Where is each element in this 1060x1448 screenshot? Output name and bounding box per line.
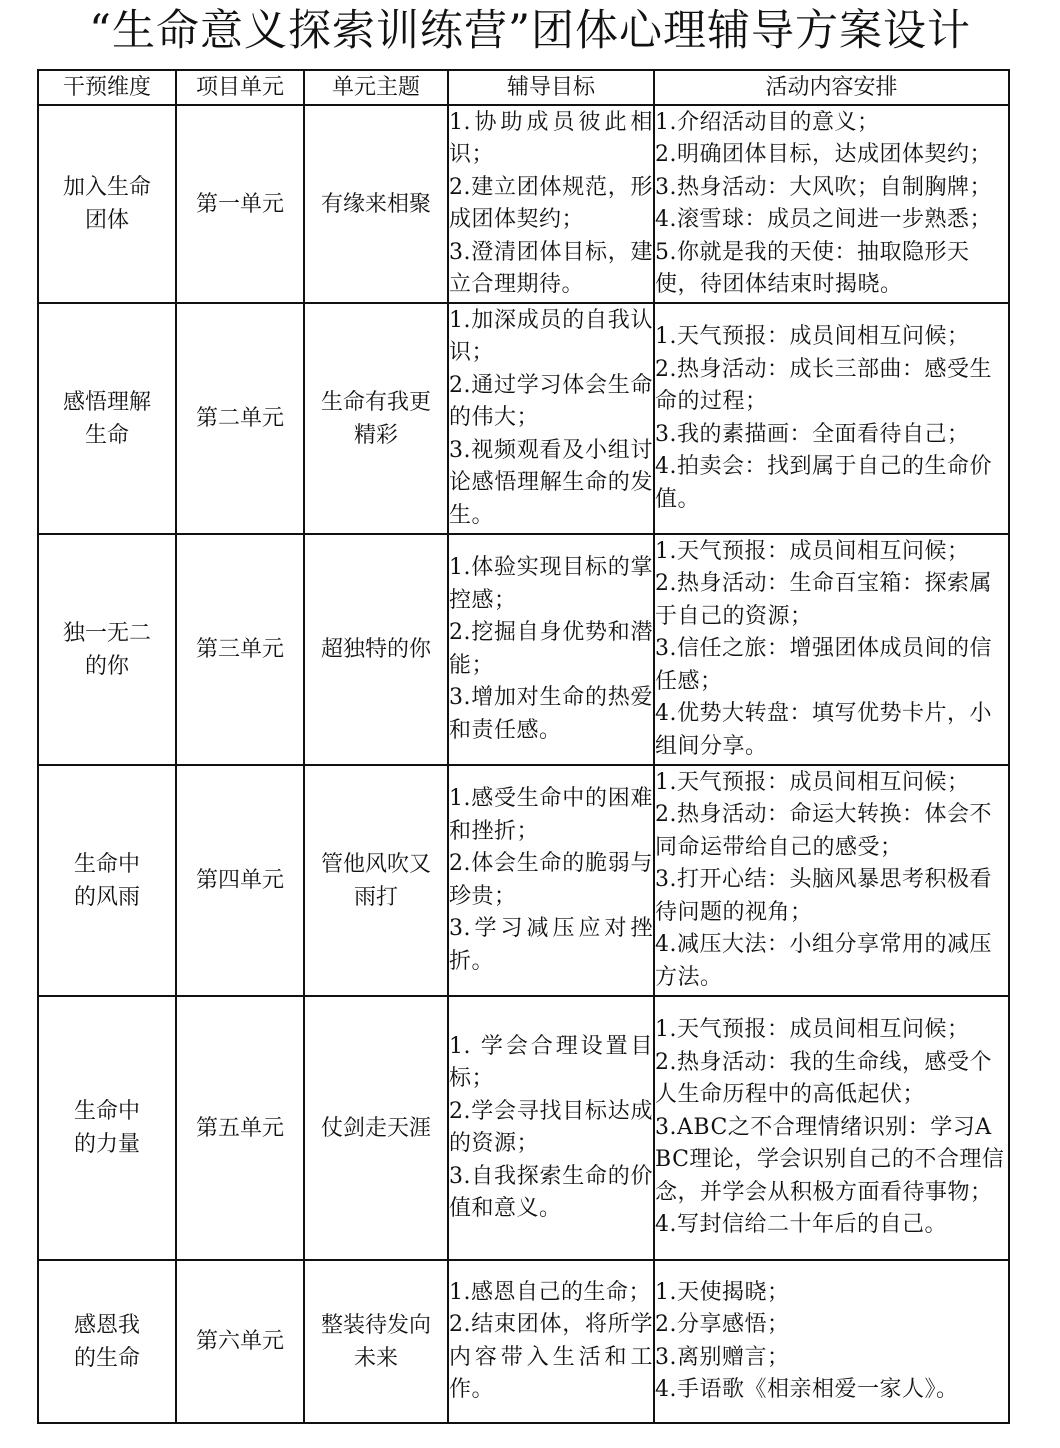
cell-unit: 第三单元 <box>176 534 304 765</box>
cell-unit: 第四单元 <box>176 765 304 996</box>
cell-activities <box>654 303 1009 534</box>
goal-item: 3.澄清团体目标，建立合理期待。 <box>449 239 653 297</box>
cell-unit: 第二单元 <box>176 303 304 534</box>
program-plan-table <box>37 69 1010 1424</box>
theme-text: 管他风吹又雨打 <box>320 851 431 910</box>
activity-item: 1.天气预报：成员间相互问候； <box>655 324 970 349</box>
goal-item: 2.学会寻找目标达成的资源； <box>449 1098 653 1156</box>
goal-item: 3.学习减压应对挫折。 <box>449 916 653 974</box>
cell-goals <box>448 534 654 765</box>
cell-dimension <box>38 534 176 765</box>
activity-item: 3.信任之旅：增强团体成员间的信任感； <box>655 636 992 694</box>
activity-item: 2.热身活动：成长三部曲：感受生命的过程； <box>655 356 992 414</box>
goal-item: 1. 学会合理设置目标； <box>449 1033 653 1091</box>
header-theme: 单元主题 <box>304 70 448 105</box>
goal-item: 1.感受生命中的困难和挫折； <box>449 786 653 844</box>
cell-unit: 第五单元 <box>176 996 304 1260</box>
cell-goals <box>448 105 654 303</box>
theme-text: 整装待发向未来 <box>320 1312 431 1371</box>
goal-item: 1.体验实现目标的掌控感； <box>449 555 653 613</box>
cell-theme <box>304 105 448 303</box>
table-body <box>38 105 1009 1423</box>
theme-text: 生命有我更精彩 <box>320 389 431 448</box>
activity-item: 2.热身活动：命运大转换：体会不同命运带给自己的感受； <box>655 802 992 860</box>
activity-item: 3.ABC之不合理情绪识别：学习ABC理论，学会识别自己的不合理信念，并学会从积极方面看待事物； <box>655 1114 1005 1205</box>
cell-activities <box>654 1260 1009 1423</box>
theme-text: 有缘来相聚 <box>320 191 431 217</box>
dimension-text: 生命中的风雨 <box>73 851 140 910</box>
table-header-row <box>38 70 1009 105</box>
goal-item: 2.体会生命的脆弱与珍贵； <box>449 851 653 909</box>
goal-item: 1.协助成员彼此相识； <box>449 109 653 167</box>
table-row <box>38 303 1009 534</box>
activity-item: 5.你就是我的天使：抽取隐形天使，待团体结束时揭晓。 <box>655 239 970 297</box>
cell-theme <box>304 765 448 996</box>
goal-item: 2.结束团体，将所学内容带入生活和工作。 <box>449 1312 653 1402</box>
activity-item: 4.减压大法：小组分享常用的减压方法。 <box>655 932 992 990</box>
cell-unit: 第六单元 <box>176 1260 304 1423</box>
activity-item: 4.拍卖会：找到属于自己的生命价值。 <box>655 454 992 512</box>
goal-item: 1.加深成员的自我认识； <box>449 307 653 366</box>
dimension-text: 生命中的力量 <box>73 1099 140 1157</box>
cell-dimension <box>38 996 176 1260</box>
cell-theme <box>304 1260 448 1423</box>
header-goals: 辅导目标 <box>448 70 654 105</box>
dimension-text: 独一无二的你 <box>62 620 151 679</box>
cell-activities <box>654 765 1009 996</box>
document-title: “生命意义探索训练营”团体心理辅导方案设计 <box>89 6 971 56</box>
activity-item: 4.手语歌《相亲相爱一家人》。 <box>655 1377 959 1402</box>
theme-text: 仗剑走天涯 <box>320 1115 431 1141</box>
activity-item: 1.天气预报：成员间相互问候； <box>655 538 970 564</box>
table-row <box>38 534 1009 765</box>
cell-dimension <box>38 303 176 534</box>
goal-item: 3.自我探索生命的价值和意义。 <box>449 1163 653 1221</box>
dimension-text: 感悟理解生命 <box>62 389 151 448</box>
cell-theme <box>304 996 448 1260</box>
cell-goals <box>448 303 654 534</box>
activity-item: 3.离别赠言； <box>655 1344 790 1370</box>
goal-item: 2.建立团体规范，形成团体契约； <box>449 174 653 232</box>
activity-item: 4.滚雪球：成员之间进一步熟悉； <box>655 207 992 232</box>
header-activities: 活动内容安排 <box>654 70 1009 105</box>
cell-goals <box>448 996 654 1260</box>
cell-dimension <box>38 1260 176 1423</box>
cell-unit: 第一单元 <box>176 105 304 303</box>
activity-item: 2.明确团体目标，达成团体契约； <box>655 142 992 167</box>
activity-item: 3.我的素描画：全面看待自己； <box>655 421 970 447</box>
theme-text: 超独特的你 <box>320 637 431 662</box>
header-dimension: 干预维度 <box>38 70 176 105</box>
cell-activities <box>654 534 1009 765</box>
activity-item: 1.天气预报：成员间相互问候； <box>655 769 970 795</box>
header-unit: 项目单元 <box>176 70 304 105</box>
cell-activities <box>654 996 1009 1260</box>
dimension-text: 加入生命团体 <box>62 175 151 233</box>
cell-dimension <box>38 765 176 996</box>
table-row <box>38 1260 1009 1423</box>
cell-goals <box>448 765 654 996</box>
goal-item: 2.通过学习体会生命的伟大； <box>449 372 653 431</box>
activity-item: 2.热身活动：我的生命线，感受个人生命历程中的高低起伏； <box>655 1049 992 1108</box>
activity-item: 2.热身活动：生命百宝箱：探索属于自己的资源； <box>655 571 992 629</box>
table-row <box>38 996 1009 1260</box>
cell-theme <box>304 303 448 534</box>
activity-item: 3.热身活动：大风吹；自制胸牌； <box>655 174 992 200</box>
dimension-text: 感恩我的生命 <box>73 1312 140 1371</box>
goal-item: 1.感恩自己的生命； <box>449 1279 651 1305</box>
table-row <box>38 765 1009 996</box>
activity-item: 4.优势大转盘：填写优势卡片，小组间分享。 <box>655 701 992 759</box>
cell-theme <box>304 534 448 765</box>
activity-item: 2.分享感悟； <box>655 1312 790 1337</box>
activity-item: 1.天气预报：成员间相互问候； <box>655 1017 970 1043</box>
cell-activities <box>654 105 1009 303</box>
activity-item: 1.介绍活动目的意义； <box>655 109 880 135</box>
activity-item: 4.写封信给二十年后的自己。 <box>655 1212 947 1238</box>
table-row <box>38 105 1009 303</box>
goal-item: 3.增加对生命的热爱和责任感。 <box>449 685 653 743</box>
cell-goals <box>448 1260 654 1423</box>
activity-item: 3.打开心结：头脑风暴思考积极看待问题的视角； <box>655 867 992 925</box>
cell-dimension <box>38 105 176 303</box>
goal-item: 3.视频观看及小组讨论感悟理解生命的发生。 <box>449 437 653 528</box>
activity-item: 1.天使揭晓； <box>655 1279 790 1305</box>
goal-item: 2.挖掘自身优势和潜能； <box>449 620 653 678</box>
